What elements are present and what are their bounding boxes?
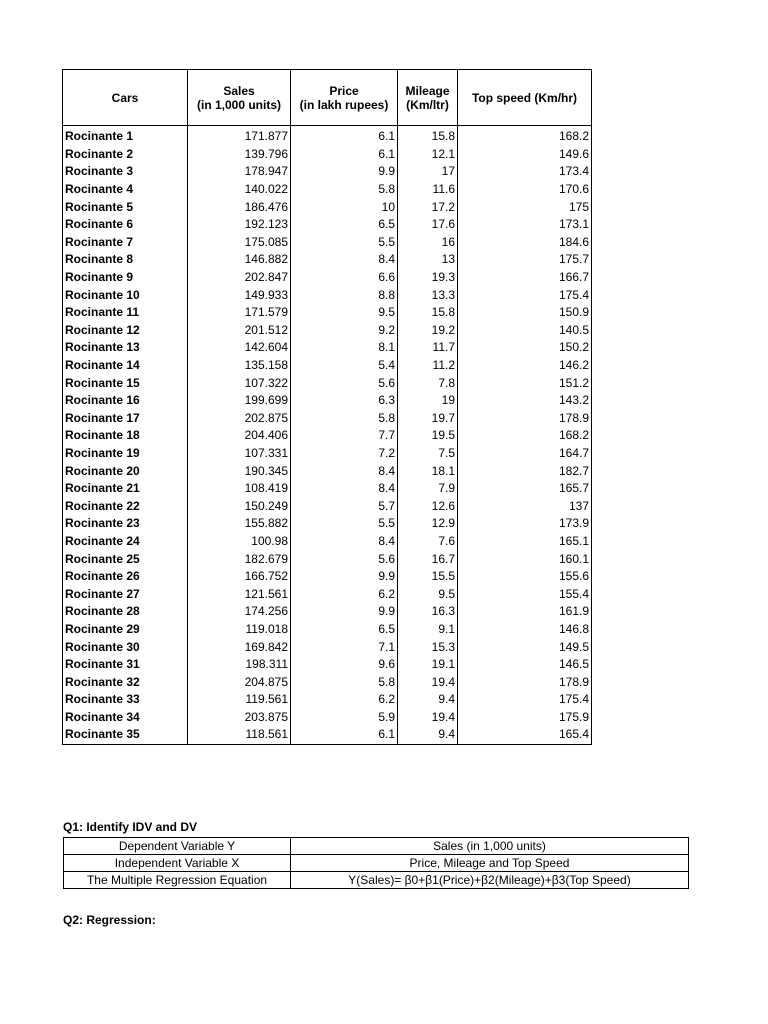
q1-label-cell: Dependent Variable Y [64,838,291,855]
mileage-cell: 15.8 [398,126,458,146]
topspeed-cell: 182.7 [458,462,592,480]
car-name-cell: Rocinante 6 [63,216,188,234]
topspeed-cell: 173.9 [458,515,592,533]
car-name-cell: Rocinante 2 [63,146,188,164]
table-body [63,126,592,745]
header-sales: Sales (in 1,000 units) [188,70,291,126]
sales-cell: 140.022 [188,181,291,199]
sales-cell: 139.796 [188,146,291,164]
price-cell: 9.9 [291,603,398,621]
table-row [63,374,592,392]
q1-value-cell: Sales (in 1,000 units) [291,838,689,855]
car-name-cell: Rocinante 22 [63,497,188,515]
price-cell: 7.2 [291,445,398,463]
table-row [63,445,592,463]
table-row [63,497,592,515]
car-name-cell: Rocinante 31 [63,656,188,674]
mileage-cell: 19.2 [398,322,458,340]
sales-cell: 201.512 [188,322,291,340]
price-cell: 5.5 [291,234,398,252]
mileage-cell: 18.1 [398,462,458,480]
topspeed-cell: 149.5 [458,638,592,656]
table-row [63,234,592,252]
table-row [63,269,592,287]
table-row [63,181,592,199]
sales-cell: 171.579 [188,304,291,322]
topspeed-cell: 178.9 [458,410,592,428]
sales-cell: 199.699 [188,392,291,410]
q1-row [64,855,689,872]
sales-cell: 203.875 [188,709,291,727]
car-name-cell: Rocinante 20 [63,462,188,480]
price-cell: 8.8 [291,286,398,304]
car-name-cell: Rocinante 15 [63,374,188,392]
sales-cell: 142.604 [188,339,291,357]
mileage-cell: 13 [398,251,458,269]
mileage-cell: 16 [398,234,458,252]
table-row [63,251,592,269]
car-name-cell: Rocinante 32 [63,673,188,691]
price-cell: 5.8 [291,673,398,691]
mileage-cell: 17.6 [398,216,458,234]
mileage-cell: 7.6 [398,533,458,551]
table-row [63,462,592,480]
table-row [63,146,592,164]
table-row [63,392,592,410]
q1-row [64,838,689,855]
topspeed-cell: 175.9 [458,709,592,727]
sales-cell: 202.875 [188,410,291,428]
mileage-cell: 9.5 [398,585,458,603]
price-cell: 6.1 [291,126,398,146]
mileage-cell: 15.5 [398,568,458,586]
car-name-cell: Rocinante 12 [63,322,188,340]
car-name-cell: Rocinante 7 [63,234,188,252]
mileage-cell: 11.2 [398,357,458,375]
sales-cell: 204.406 [188,427,291,445]
price-cell: 6.1 [291,726,398,744]
price-cell: 10 [291,198,398,216]
price-cell: 5.9 [291,709,398,727]
mileage-cell: 7.8 [398,374,458,392]
car-name-cell: Rocinante 1 [63,126,188,146]
topspeed-cell: 173.4 [458,163,592,181]
table-row [63,515,592,533]
topspeed-cell: 155.4 [458,585,592,603]
table-row [63,126,592,146]
car-name-cell: Rocinante 28 [63,603,188,621]
price-cell: 5.7 [291,497,398,515]
car-name-cell: Rocinante 17 [63,410,188,428]
price-cell: 5.6 [291,550,398,568]
sales-cell: 190.345 [188,462,291,480]
table-row [63,621,592,639]
car-name-cell: Rocinante 18 [63,427,188,445]
sales-cell: 171.877 [188,126,291,146]
mileage-cell: 19.4 [398,673,458,691]
price-cell: 6.5 [291,216,398,234]
topspeed-cell: 168.2 [458,427,592,445]
topspeed-cell: 155.6 [458,568,592,586]
sales-cell: 135.158 [188,357,291,375]
price-cell: 8.4 [291,533,398,551]
mileage-cell: 15.3 [398,638,458,656]
mileage-cell: 9.1 [398,621,458,639]
car-name-cell: Rocinante 33 [63,691,188,709]
topspeed-cell: 164.7 [458,445,592,463]
mileage-cell: 19 [398,392,458,410]
sales-cell: 169.842 [188,638,291,656]
mileage-cell: 9.4 [398,691,458,709]
sales-cell: 174.256 [188,603,291,621]
price-cell: 5.6 [291,374,398,392]
price-cell: 6.6 [291,269,398,287]
car-name-cell: Rocinante 34 [63,709,188,727]
table-row [63,322,592,340]
q1-label-cell: Independent Variable X [64,855,291,872]
table-row [63,709,592,727]
car-name-cell: Rocinante 5 [63,198,188,216]
mileage-cell: 19.5 [398,427,458,445]
header-topspeed: Top speed (Km/hr) [458,70,592,126]
price-cell: 9.2 [291,322,398,340]
table-row [63,585,592,603]
table-row [63,550,592,568]
price-cell: 7.7 [291,427,398,445]
table-row [63,691,592,709]
car-name-cell: Rocinante 4 [63,181,188,199]
sales-cell: 202.847 [188,269,291,287]
topspeed-cell: 178.9 [458,673,592,691]
price-cell: 6.5 [291,621,398,639]
table-row [63,286,592,304]
topspeed-cell: 184.6 [458,234,592,252]
topspeed-cell: 165.4 [458,726,592,744]
price-cell: 8.4 [291,462,398,480]
car-name-cell: Rocinante 8 [63,251,188,269]
q1-label-cell: The Multiple Regression Equation [64,872,291,889]
mileage-cell: 12.1 [398,146,458,164]
q2-heading: Q2: Regression: [63,913,156,927]
car-name-cell: Rocinante 23 [63,515,188,533]
topspeed-cell: 165.1 [458,533,592,551]
sales-cell: 175.085 [188,234,291,252]
sales-cell: 149.933 [188,286,291,304]
table-row [63,533,592,551]
car-name-cell: Rocinante 9 [63,269,188,287]
topspeed-cell: 160.1 [458,550,592,568]
topspeed-cell: 146.2 [458,357,592,375]
price-cell: 8.4 [291,480,398,498]
table-row [63,427,592,445]
mileage-cell: 13.3 [398,286,458,304]
sales-cell: 150.249 [188,497,291,515]
sales-cell: 166.752 [188,568,291,586]
table-row [63,726,592,744]
sales-cell: 119.561 [188,691,291,709]
car-name-cell: Rocinante 16 [63,392,188,410]
table-row [63,198,592,216]
table-row [63,673,592,691]
q1-heading: Q1: Identify IDV and DV [63,820,198,834]
header-price: Price (in lakh rupees) [291,70,398,126]
price-cell: 5.8 [291,410,398,428]
car-name-cell: Rocinante 24 [63,533,188,551]
sales-cell: 100.98 [188,533,291,551]
topspeed-cell: 166.7 [458,269,592,287]
car-name-cell: Rocinante 11 [63,304,188,322]
car-data-table [62,69,592,745]
mileage-cell: 12.9 [398,515,458,533]
car-name-cell: Rocinante 29 [63,621,188,639]
topspeed-cell: 151.2 [458,374,592,392]
topspeed-cell: 146.8 [458,621,592,639]
car-name-cell: Rocinante 27 [63,585,188,603]
topspeed-cell: 173.1 [458,216,592,234]
price-cell: 8.4 [291,251,398,269]
table-row [63,568,592,586]
car-name-cell: Rocinante 26 [63,568,188,586]
table-row [63,656,592,674]
q1-value-cell: Price, Mileage and Top Speed [291,855,689,872]
table-row [63,304,592,322]
price-cell: 9.9 [291,163,398,181]
sales-cell: 178.947 [188,163,291,181]
mileage-cell: 16.7 [398,550,458,568]
price-cell: 8.1 [291,339,398,357]
mileage-cell: 9.4 [398,726,458,744]
table-row [63,638,592,656]
sales-cell: 119.018 [188,621,291,639]
mileage-cell: 11.7 [398,339,458,357]
topspeed-cell: 161.9 [458,603,592,621]
price-cell: 7.1 [291,638,398,656]
car-name-cell: Rocinante 25 [63,550,188,568]
price-cell: 6.2 [291,691,398,709]
header-cars: Cars [63,70,188,126]
car-name-cell: Rocinante 14 [63,357,188,375]
mileage-cell: 19.7 [398,410,458,428]
car-name-cell: Rocinante 35 [63,726,188,744]
car-name-cell: Rocinante 3 [63,163,188,181]
table-row [63,339,592,357]
topspeed-cell: 168.2 [458,126,592,146]
mileage-cell: 19.1 [398,656,458,674]
mileage-cell: 7.5 [398,445,458,463]
topspeed-cell: 140.5 [458,322,592,340]
sales-cell: 186.476 [188,198,291,216]
price-cell: 5.5 [291,515,398,533]
topspeed-cell: 150.9 [458,304,592,322]
sales-cell: 108.419 [188,480,291,498]
sales-cell: 192.123 [188,216,291,234]
car-name-cell: Rocinante 13 [63,339,188,357]
car-name-cell: Rocinante 30 [63,638,188,656]
topspeed-cell: 175.7 [458,251,592,269]
q1-row [64,872,689,889]
topspeed-cell: 175 [458,198,592,216]
price-cell: 6.3 [291,392,398,410]
price-cell: 9.9 [291,568,398,586]
price-cell: 9.5 [291,304,398,322]
table-row [63,357,592,375]
mileage-cell: 16.3 [398,603,458,621]
price-cell: 5.8 [291,181,398,199]
table-header-row [63,70,592,126]
mileage-cell: 19.3 [398,269,458,287]
sales-cell: 107.322 [188,374,291,392]
mileage-cell: 12.6 [398,497,458,515]
q1-table [63,837,689,889]
table-row [63,163,592,181]
topspeed-cell: 143.2 [458,392,592,410]
sales-cell: 118.561 [188,726,291,744]
sales-cell: 146.882 [188,251,291,269]
car-name-cell: Rocinante 10 [63,286,188,304]
mileage-cell: 17.2 [398,198,458,216]
table-row [63,603,592,621]
table-row [63,410,592,428]
price-cell: 6.2 [291,585,398,603]
mileage-cell: 7.9 [398,480,458,498]
topspeed-cell: 165.7 [458,480,592,498]
topspeed-cell: 150.2 [458,339,592,357]
q1-value-cell: Y(Sales)= β0+β1(Price)+β2(Mileage)+β3(Top Speed) [291,872,689,889]
sales-cell: 155.882 [188,515,291,533]
header-mileage: Mileage (Km/ltr) [398,70,458,126]
table-row [63,480,592,498]
mileage-cell: 15.8 [398,304,458,322]
car-name-cell: Rocinante 19 [63,445,188,463]
table-row [63,216,592,234]
sales-cell: 107.331 [188,445,291,463]
topspeed-cell: 149.6 [458,146,592,164]
price-cell: 6.1 [291,146,398,164]
sales-cell: 198.311 [188,656,291,674]
sales-cell: 182.679 [188,550,291,568]
topspeed-cell: 137 [458,497,592,515]
price-cell: 5.4 [291,357,398,375]
mileage-cell: 11.6 [398,181,458,199]
topspeed-cell: 175.4 [458,691,592,709]
topspeed-cell: 170.6 [458,181,592,199]
price-cell: 9.6 [291,656,398,674]
mileage-cell: 19.4 [398,709,458,727]
car-name-cell: Rocinante 21 [63,480,188,498]
sales-cell: 204.875 [188,673,291,691]
topspeed-cell: 175.4 [458,286,592,304]
mileage-cell: 17 [398,163,458,181]
topspeed-cell: 146.5 [458,656,592,674]
sales-cell: 121.561 [188,585,291,603]
